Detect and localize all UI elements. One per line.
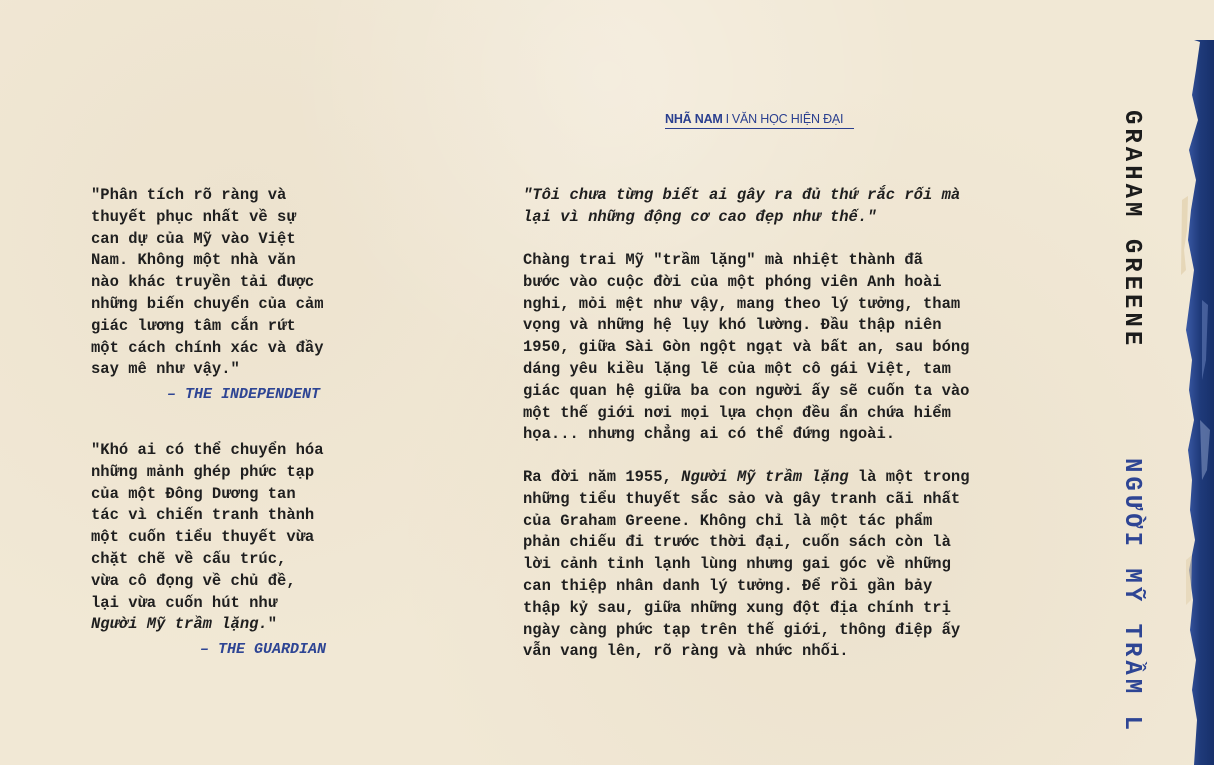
synopsis-paragraph-2-rest: là một trong những tiểu thuyết sắc sảo và gây tranh cãi nhất của Graham Greene. Không chỉ là một tác phẩm phản chiếu đi trước thời đại, cuốn sách còn là lời cảnh tỉnh lạnh lùng nhưng gai góc về những can thiệp nhân danh lý tưởng. Để rồi gần bảy thập kỷ sau, giữa những xung đột địa chính trị ngày càng phức tạp trên thế giới, thông điệp ấy vẫn vang lên, rõ ràng và nhức nhối. — [523, 468, 970, 661]
review-source-guardian: – THE GUARDIAN — [200, 641, 327, 658]
spine-paper-tear — [1181, 196, 1188, 275]
spine-paper-tear-2 — [1186, 555, 1192, 605]
book-epigraph: "Tôi chưa từng biết ai gây ra đủ thứ rắc rối mà lại vì những động cơ cao đẹp như thế." — [523, 186, 961, 226]
spine-author: GRAHAM GREENE — [1118, 110, 1145, 350]
synopsis-book-title: Người Mỹ trầm lặng — [681, 468, 849, 486]
spine-blue-band — [1186, 40, 1214, 765]
publisher-separator: I — [725, 112, 729, 126]
publisher-mark — [665, 112, 854, 129]
publisher-series: VĂN HỌC HIỆN ĐẠI — [731, 112, 844, 126]
synopsis-paragraph-1: Chàng trai Mỹ "trầm lặng" mà nhiệt thành đã bước vào cuộc đời của một phóng viên Anh hoài nghi, mỏi mệt như vậy, mang theo lý tưởng, tham vọng và những hệ lụy khó lường. Đầu thập niên 1950, giữa Sài Gòn ngột ngạt và bất an, sau bóng dáng yêu kiều lặng lẽ của một cô gái Việt, tam giác quan hệ giữa ba con người ấy sẽ cuốn ta vào một thế giới nơi mọi lựa chọn đều ẩn chứa hiểm họa... nhưng chẳng ai có thể đứng ngoài. — [523, 251, 970, 444]
synopsis-paragraph-2 — [523, 467, 1003, 663]
synopsis-paragraph-2-intro: Ra đời năm 1955, — [523, 468, 682, 486]
torn-cover-edge — [1180, 0, 1214, 765]
publisher-brand: NHÃ NAM — [665, 112, 723, 126]
review-quote-guardian-close: " — [267, 615, 278, 634]
spine-book-title: NGƯỜI MỸ TRẦM L — [1118, 458, 1145, 735]
review-quote-guardian-book-title: Người Mỹ trầm lặng. — [91, 615, 268, 634]
review-quote-independent: "Phân tích rõ ràng và thuyết phục nhất về sự can dự của Mỹ vào Việt Nam. Không một nhà văn nào khác truyền tải được những biến chuyển của cảm giác lương tâm cắn rứt một cách chính xác và đầy say mê như vậy." — [91, 186, 324, 379]
review-quote-guardian-text: "Khó ai có thể chuyển hóa những mảnh ghép phức tạp của một Đông Dương tan tác vì chiến tranh thành một cuốn tiểu thuyết vừa chặt chẽ về cấu trúc, vừa cô đọng về chủ đề, lại vừa cuốn hút như — [91, 441, 324, 612]
review-quote-guardian — [91, 440, 351, 636]
review-source-independent: – THE INDEPENDENT — [167, 386, 321, 403]
